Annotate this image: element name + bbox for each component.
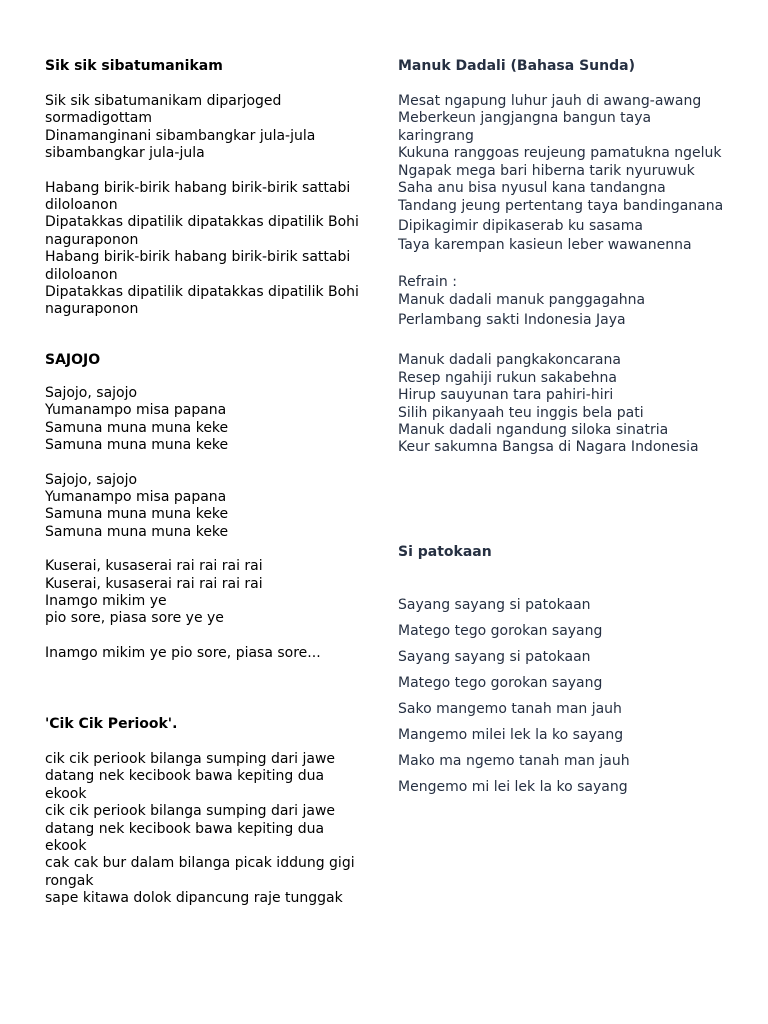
lyric-line: Meberkeun jangjangna bangun taya karingrang (398, 110, 652, 144)
lyric-line: Silih pikanyaah teu inggis bela pati (398, 404, 644, 421)
lyric-line: Taya karempan kasieun leber wawanenna (398, 237, 692, 254)
song-sik-sik (45, 56, 365, 319)
song-cik-cik-periook (45, 714, 365, 908)
lyric-line: cik cik periook bilanga sumping dari jawe datang nek kecibook bawa kepiting dua ekook (45, 751, 336, 802)
lyric-line: Hirup sauyunan tara pahiri-hiri (398, 387, 614, 404)
lyric-line: Matego tego gorokan sayang (398, 675, 603, 691)
lyric-line: Kuserai, kusaserai rai rai rai rai (45, 575, 263, 592)
lyric-line: Keur sakumna Bangsa di Nagara Indonesia (398, 439, 699, 456)
lyric-line: Sayang sayang si patokaan (398, 597, 591, 613)
lyric-line: Tandang jeung pertentang taya bandinganana (398, 198, 724, 215)
lyric-line: Inamgo mikim ye pio sore, piasa sore... (45, 644, 321, 661)
song-manuk-dadali (398, 56, 728, 457)
song-title: Sik sik sibatumanikam (45, 58, 223, 74)
song-sajojo (45, 350, 365, 662)
lyric-line: Yumanampo misa papana (45, 402, 227, 419)
lyric-line: Inamgo mikim ye (45, 593, 167, 610)
lyric-line: Perlambang sakti Indonesia Jaya (398, 311, 626, 328)
lyric-line: Dipatakkas dipatilik dipatakkas dipatilik Bohi naguraponon (45, 214, 359, 248)
refrain-label: Refrain : (398, 273, 457, 290)
lyric-line: Samuna muna muna keke (45, 419, 229, 436)
lyric-line: Sajojo, sajojo (45, 385, 138, 401)
lyric-line: Mengemo mi lei lek la ko sayang (398, 779, 628, 795)
lyric-line: Sik sik sibatumanikam diparjoged sormadigottam (45, 93, 282, 127)
lyric-line: Sayang sayang si patokaan (398, 649, 591, 665)
lyric-line: Kukuna ranggoas reujeung pamatukna ngeluk (398, 145, 722, 162)
lyric-line: Manuk dadali ngandung siloka sinatria (398, 421, 669, 438)
lyric-line: Habang birik-birik habang birik-birik sattabi diloloanon (45, 179, 351, 214)
lyric-line: Dinamanginani sibambangkar jula-jula sibambangkar jula-jula (45, 127, 316, 162)
lyric-line: Yumanampo misa papana (45, 489, 227, 506)
lyric-line: Saha anu bisa nyusul kana tandangna (398, 180, 666, 197)
lyric-line: Samuna muna muna keke (45, 523, 229, 540)
lyric-line: Sako mangemo tanah man jauh (398, 701, 622, 717)
lyric-line: Samuna muna muna keke (45, 437, 229, 454)
song-title: 'Cik Cik Periook'. (45, 716, 178, 732)
lyric-line: sape kitawa dolok dipancung raje tunggak (45, 890, 343, 907)
lyric-line: Resep ngahiji rukun sakabehna (398, 369, 617, 386)
lyric-line: Matego tego gorokan sayang (398, 623, 603, 639)
lyric-line: Mako ma ngemo tanah man jauh (398, 753, 630, 769)
lyric-line: Kuserai, kusaserai rai rai rai rai (45, 558, 263, 575)
song-title: SAJOJO (45, 352, 101, 368)
lyric-line: Dipatakkas dipatilik dipatakkas dipatilik Bohi naguraponon (45, 284, 359, 318)
lyric-line: cak cak bur dalam bilanga picak iddung gigi rongak (45, 855, 355, 889)
lyric-line: Dipikagimir dipikaserab ku sasama (398, 217, 643, 234)
song-si-patokaan (398, 542, 728, 800)
song-title: Manuk Dadali (Bahasa Sunda) (398, 58, 635, 74)
lyric-line: Mangemo milei lek la ko sayang (398, 727, 624, 743)
lyric-line: Manuk dadali manuk panggagahna (398, 292, 646, 309)
lyric-line: Manuk dadali pangkakoncarana (398, 352, 621, 369)
lyric-line: pio sore, piasa sore ye ye (45, 610, 224, 627)
song-title: Si patokaan (398, 544, 492, 560)
lyric-line: Ngapak mega bari hiberna tarik nyuruwuk (398, 162, 695, 179)
lyric-line: Mesat ngapung luhur jauh di awang-awang (398, 93, 702, 109)
lyric-line: Samuna muna muna keke (45, 506, 229, 523)
lyric-line: Habang birik-birik habang birik-birik sattabi diloloanon (45, 249, 351, 283)
lyric-line: cik cik periook bilanga sumping dari jawe datang nek kecibook bawa kepiting dua ekook (45, 803, 336, 855)
lyric-line: Sajojo, sajojo (45, 471, 138, 488)
